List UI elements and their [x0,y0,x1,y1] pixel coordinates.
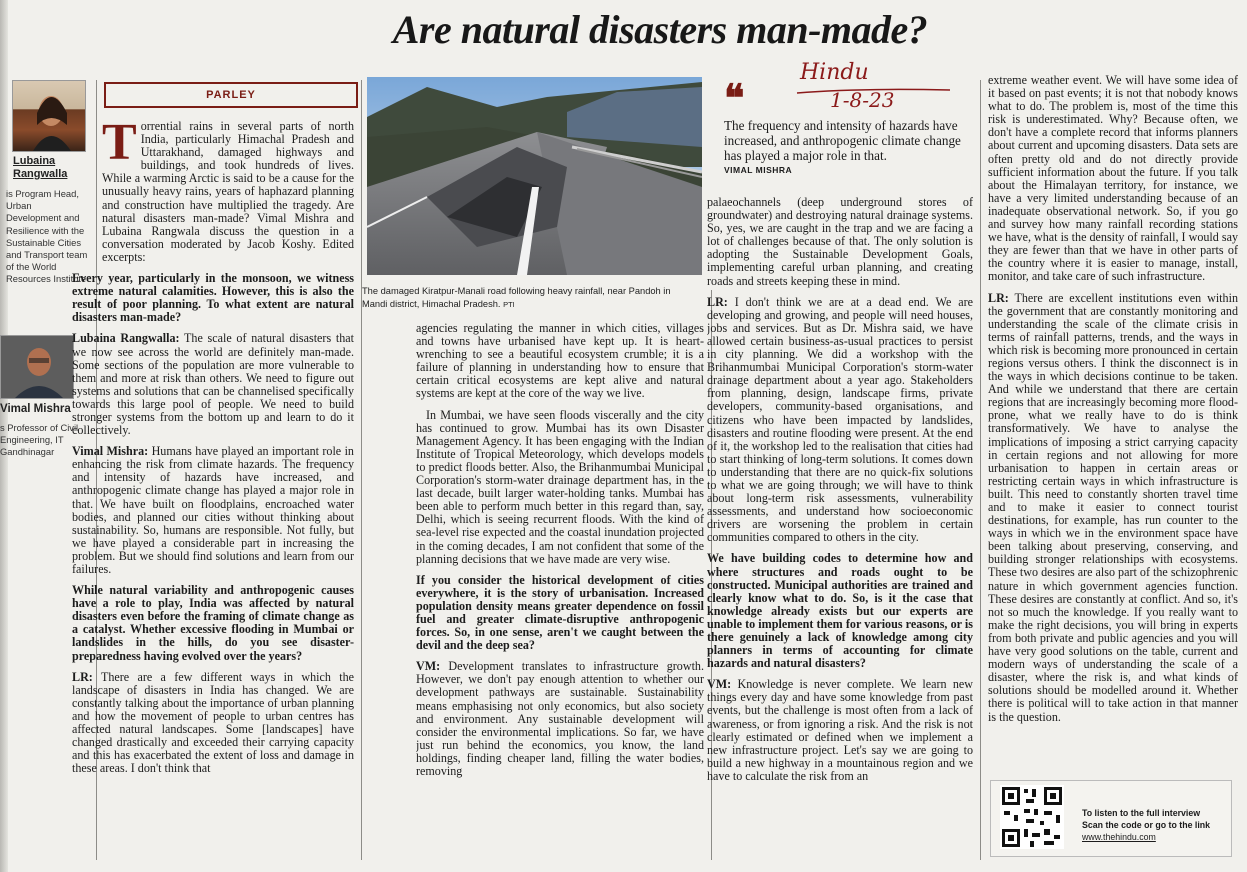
author-name-lubaina-2: Rangwalla [13,168,68,180]
road-damage-photo [367,77,702,275]
qr-code-icon[interactable] [1000,785,1064,849]
author-desc-lubaina: is Program Head, Urban Development and Resilience with the Sustainable Cities and Transport team of the World Resources Institute [6,188,88,285]
headline: Are natural disasters man-made? [392,7,928,52]
column-3-body [707,196,973,866]
column-divider [361,80,362,860]
author-name-lubaina-1: Lubaina [13,155,56,167]
author-name-vimal: Vimal Mishra [0,403,71,415]
section-label: PARLEY [104,82,358,108]
column-4-body [988,74,1238,774]
paragraph: palaeochannels (deep underground stores of groundwater) and destroying natural drainage systems. So, yes, we are caught in the trap and we are facing a lot of challenges because of that. The only solution is adopting the Sustainable Development Goals, implementing careful urban planning, and creating roads and streets keeping these in mind. [707,196,973,288]
answer-lr-4: LR: I don't think we are at a dead end. We are developing and growing, and people will need houses, jobs and services. But as Dr. Mishra said, we have allowed certain business-as-usual practices to persist in city planning. We did a workshop with the Brihanmumbai Municipal Corporation's storm-water drainage department about a year ago. Stakeholders from planning, design, landscape firms, private developers, community-based organisations, and citizens who have been impacted by landslides, disasters and routine flooding were present. At the end of it, the workshop led to the realisation that cities had to start thinking of long-term solutions. It comes down to understanding that there are no quick-fix solutions to what we are going through; we will have to think about long-term risk assessments, vulnerability assessments, and understand how socioeconomic drivers are worsening the problem in certain communities compared to others in the city. [707,294,973,545]
question-4: We have building codes to determine how and where structures and roads ought to be constructed. Municipal authorities are trained and clearly know what to do. So, is it the case that knowledge already exists but our experts are unable to implement them for various reasons, or is there genuinely a lack of knowledge among city planners in terms of accounting for climate hazards and natural disasters? [707,551,973,671]
pull-quote: The frequency and intensity of hazards have increased, and anthropogenic climate change has played a major role in that. [724,118,961,163]
handwritten-paper-name: Hindu [800,60,869,85]
paragraph: In Mumbai, we have seen floods viscerally and the city has continued to grow. Mumbai has its own Disaster Management Agency. It has been engaging with the Indian Institute of Tropical Meteorology, which develops models to predict floods better. Also, the Brihanmumbai Municipal Corporation's storm-water drainage department has, in the last decade, built larger water-holding tanks. Mumbai has been able to perform much better in this regard than, say, Delhi, which is seeing recurrent floods. With the kind of sea-level rise expected and the coastal inundation projected in the coming decades, I am not confident that some of the planning decisions that we have made are very wise. [416,407,704,566]
question-3: If you consider the historical development of cities everywhere, it is the story of urbanisation. Increased population density means greater dependence on fossil fuel and greater climate-disruptive anthropogenic forces. So, in one sense, aren't we caught between the devil and the deep sea? [416,572,704,653]
answer-lr-2: LR: There are a few different ways in which the landscape of disasters in India has changed. We are constantly talking about the importance of urban planning and how the movement of people to urban centres has affected natural landscapes. Some [landscapes] have changed drastically and exceeded their carrying capacity and this has exacerbated the extent of loss and damage in these areas. I don't think that [72,669,354,776]
handwritten-date: 1-8-23 [830,88,895,112]
column-1-body [72,120,354,865]
paragraph: extreme weather event. We will have some idea of it based on past events; it is not that nobody knows what to do. The problem is, most of the time this risk is underestimated. Why? Because often, we don't have a complete record that informs planners about current and upcoming disasters. Data sets are often pretty old and do not directly provide sufficient information about the future. If you talk about the Himalayan territory, for instance, we have a very limited understanding because of an inadequate observational network. So, if you go and survey how many rainfall recording stations we have, what is the density of rainfall, I would say they are fewer than that we have in other parts of the country where it is easier to manage, install, monitor, and take care of such infrastructure. [988,74,1238,284]
answer-vm-1: Vimal Mishra: Humans have played an important role in enhancing the risk from climate hazards. The frequency and intensity of hazards have increased, and anthropogenic climate change has played a major role in that. We have built on floodplains, encroached water bodies, and planned our cities without thinking about sustainability. So, humans are responsible. Not fully, but we have played a considerable part in increasing the problem. But we should find solutions and learn from our failures. [72,444,354,576]
answer-vm-3: VM: Development translates to infrastructure growth. However, we don't pay enough attention to whether our development pathways are sustainable. Sustainability means emphasising not only economics, but also society and environment. Any sustainable development will consider the environmental implications. So far, we have just run behind the economics, you know, the land holdings, finding cheaper land, filling the water bodies, removing [416,659,704,778]
column-2-body [416,322,704,867]
question-1: Every year, particularly in the monsoon, we witness extreme natural calamities. However, this is also the result of poor planning. To what extent are natural disasters man-made? [72,271,354,325]
author-desc-vimal: s Professor of Civil Engineering, IT Gandhinagar [0,422,79,458]
pull-quote-author: VIMAL MISHRA [724,165,793,175]
answer-vm-4: VM: Knowledge is never complete. We learn new things every day and have some knowledge from past events, but the challenge is most often from a lack of awareness, or from ignoring a risk. And the risk is not clearly estimated or defined when we implement a new infrastructure project. Let's say we are going to build a new highway in a mountainous region and we have to calculate the risk from an [707,677,973,783]
quote-mark-icon: ❝ [724,78,745,120]
answer-lr-1: Lubaina Rangwalla: The scale of natural disasters that we now see across the world are definitely man-made. Some sections of the population are more vulnerable to them and more at risk than others. We need to figure out systems and solutions that can be channelised specifically towards this large pool of people. We need to build stronger systems from the bottom up and learn to do it collectively. [72,331,354,438]
author-photo-vimal [0,335,74,399]
column-divider [980,80,981,860]
question-2: While natural variability and anthropogenic causes have a role to play, India was affected by natural disasters even before the framing of climate change as a catalyst. Whether excessive flooding in Mumbai or landslides in the hills, do you see disaster-preparedness having evolved over the years? [72,583,354,663]
handwritten-underline [795,86,955,96]
photo-caption: The damaged Kiratpur-Manali road following heavy rainfall, near Pandoh in Mandi district, Himachal Pradesh. PTI [362,286,671,309]
qr-instructions: To listen to the full interview Scan the code or go to the link www.thehindu.com [1082,808,1211,842]
answer-lr-5: LR: There are excellent institutions even within the government that are constantly monitoring and understanding the scale of the climate crisis in terms of rainfall patterns, trends, and the ways in which risk is becoming more pronounced in certain regions versus others. I think the disconnect is in the ways in which decisions continue to be taken. And while we understand that there are certain regions that are increasingly becoming more flood-prone, what we really have to do is think transformatively. We have to analyse the implications of imposing a strict carrying capacity in certain regions and not allowing for more urbanisation to happen in certain areas or restricting certain ways in which infrastructure is built. This need to constantly shorten travel time and to make it easier to connect tourist destinations, for example, has run counter to the ways in which we in the environment space have been talking about preserving, conserving, and building stronger relationships with ecosystems. These two desires are also part of the schizophrenic nature in which government agencies function. These desires are constantly at conflict. And so, it's not so much the knowledge. If you really want to make the right decisions, you will bring in experts from both private and public agencies and you will have very good solutions on the table, current and modern ways of understanding the scale of a disaster, where the risk is, and what kinds of solutions should be modelled around it. Whether there is political will to take action in that manner is the question. [988,290,1238,724]
paragraph: agencies regulating the manner in which cities, villages and towns have urbanised have kept up. It is heart-wrenching to see a beautiful ecosystem crumble; it is a failure of planning in understanding how to ensure that certain critical ecosystems are kept alive and natural systems are kept at the core of the way we live. [416,322,704,401]
website-link[interactable]: www.thehindu.com [1082,832,1156,842]
intro-paragraph: Torrential rains in several parts of north India, particularly Himachal Pradesh and Uttarakhand, damaged highways and buildings, and took hundreds of lives. While a warming Arctic is said to be a cause for the unusually heavy rains, years of haphazard planning and construction have multiplied the tragedy. Are natural disasters man-made? Vimal Mishra and Lubaina Rangwala discuss the question in a conversation moderated by Jacob Koshy. Edited excerpts: [102,120,354,264]
drop-cap: T [102,120,137,171]
